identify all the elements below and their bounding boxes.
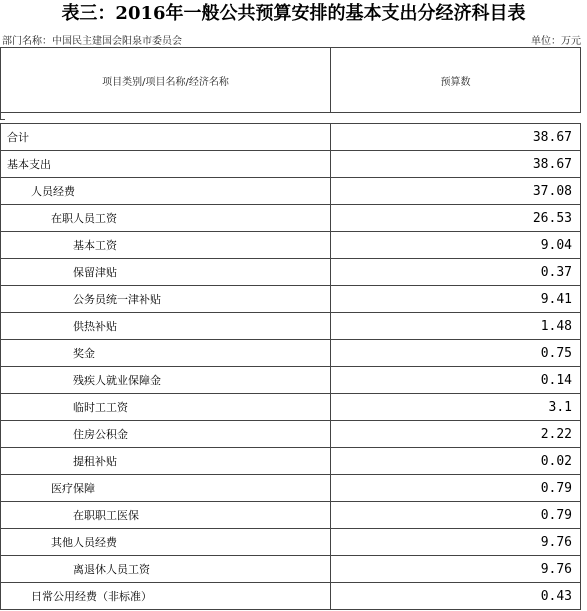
page-title: 表三：2016年一般公共预算安排的基本支出分经济科目表 bbox=[61, 3, 526, 24]
table-row bbox=[1, 340, 581, 367]
row-amount: 0.02 bbox=[331, 448, 581, 475]
row-amount: 9.76 bbox=[331, 529, 581, 556]
row-amount: 9.04 bbox=[331, 232, 581, 259]
row-name: 离退休人员工资 bbox=[1, 556, 331, 583]
row-name: 基本工资 bbox=[1, 232, 331, 259]
row-name: 合计 bbox=[1, 124, 331, 151]
table-row bbox=[1, 151, 581, 178]
row-amount: 38.67 bbox=[331, 124, 581, 151]
row-amount: 9.76 bbox=[331, 556, 581, 583]
table-row bbox=[1, 232, 581, 259]
header-spacer bbox=[0, 113, 587, 123]
unit-label: 单位：万元 bbox=[531, 36, 581, 47]
budget-table bbox=[0, 123, 581, 610]
table-row bbox=[1, 286, 581, 313]
row-amount: 0.43 bbox=[331, 583, 581, 610]
table-row bbox=[1, 529, 581, 556]
table-row bbox=[1, 583, 581, 610]
table-row bbox=[1, 313, 581, 340]
table-header bbox=[0, 47, 581, 113]
row-amount: 1.48 bbox=[331, 313, 581, 340]
row-name: 在职职工医保 bbox=[1, 502, 331, 529]
department-label: 部门名称：中国民主建国会阳泉市委员会 bbox=[2, 36, 182, 47]
row-name: 其他人员经费 bbox=[1, 529, 331, 556]
row-amount: 38.67 bbox=[331, 151, 581, 178]
table-row bbox=[1, 124, 581, 151]
row-amount: 0.79 bbox=[331, 502, 581, 529]
row-name: 提租补贴 bbox=[1, 448, 331, 475]
row-name: 残疾人就业保障金 bbox=[1, 367, 331, 394]
row-name: 日常公用经费（非标准） bbox=[1, 583, 331, 610]
table-row bbox=[1, 259, 581, 286]
table-row bbox=[1, 367, 581, 394]
header-amount: 预算数 bbox=[331, 48, 581, 113]
table-row bbox=[1, 205, 581, 232]
row-amount: 0.75 bbox=[331, 340, 581, 367]
row-name: 基本支出 bbox=[1, 151, 331, 178]
row-amount: 9.41 bbox=[331, 286, 581, 313]
table-row bbox=[1, 178, 581, 205]
row-name: 供热补贴 bbox=[1, 313, 331, 340]
row-name: 奖金 bbox=[1, 340, 331, 367]
row-name: 公务员统一津补贴 bbox=[1, 286, 331, 313]
table-row bbox=[1, 556, 581, 583]
row-amount: 26.53 bbox=[331, 205, 581, 232]
row-name: 临时工工资 bbox=[1, 394, 331, 421]
table-row bbox=[1, 421, 581, 448]
row-name: 在职人员工资 bbox=[1, 205, 331, 232]
row-amount: 2.22 bbox=[331, 421, 581, 448]
table-row bbox=[1, 448, 581, 475]
row-amount: 3.1 bbox=[331, 394, 581, 421]
row-amount: 0.79 bbox=[331, 475, 581, 502]
row-name: 人员经费 bbox=[1, 178, 331, 205]
table-row bbox=[1, 502, 581, 529]
row-amount: 0.37 bbox=[331, 259, 581, 286]
row-amount: 0.14 bbox=[331, 367, 581, 394]
row-name: 医疗保障 bbox=[1, 475, 331, 502]
header-item: 项目类别/项目名称/经济名称 bbox=[1, 48, 331, 113]
table-row bbox=[1, 475, 581, 502]
meta-bar bbox=[0, 30, 587, 46]
row-name: 保留津贴 bbox=[1, 259, 331, 286]
table-row bbox=[1, 394, 581, 421]
row-amount: 37.08 bbox=[331, 178, 581, 205]
row-name: 住房公积金 bbox=[1, 421, 331, 448]
